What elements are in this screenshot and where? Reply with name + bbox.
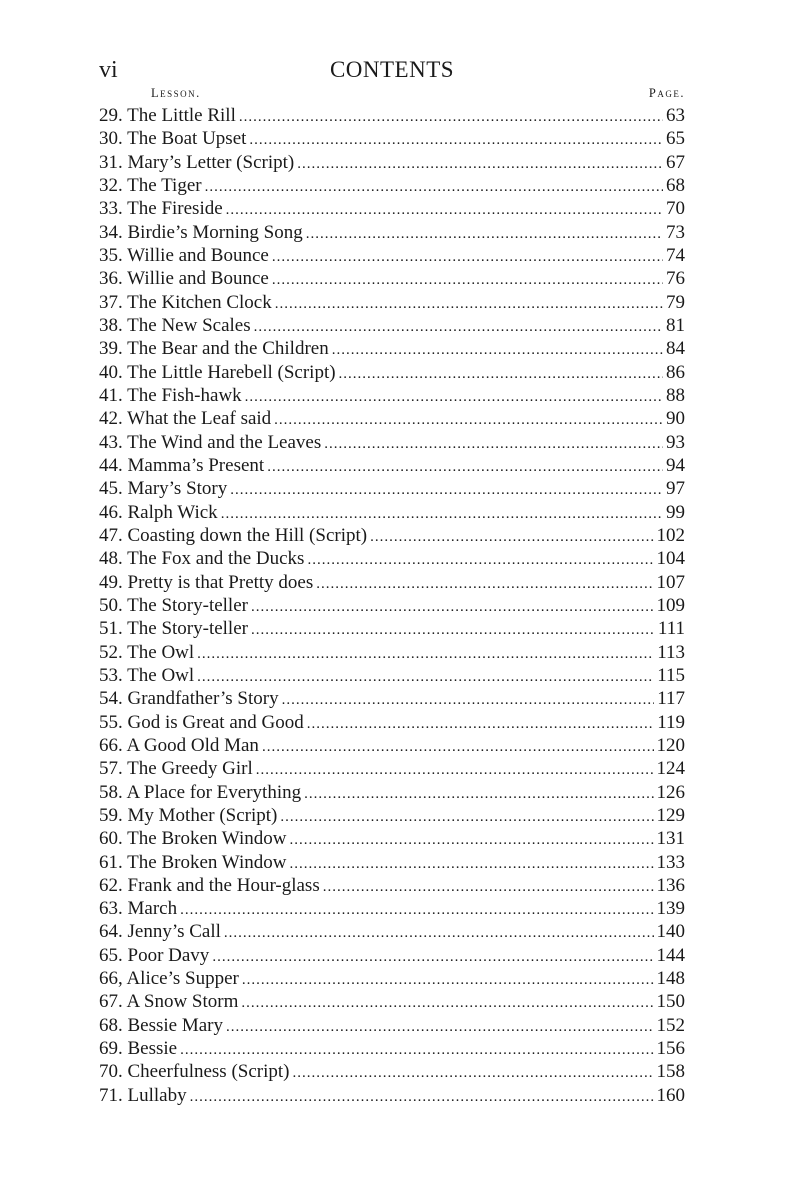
contents-entry	[99, 781, 685, 804]
page-reference: 81	[666, 314, 685, 336]
dot-leader	[249, 129, 663, 152]
contents-entry	[99, 524, 685, 547]
page-reference: 140	[656, 921, 685, 943]
contents-entry	[99, 291, 685, 314]
lesson-title: 30. The Boat Upset	[99, 128, 247, 150]
dot-leader	[304, 783, 653, 806]
lesson-title: 62. Frank and the Hour-glass	[99, 874, 320, 896]
dot-leader	[272, 246, 663, 269]
lesson-title: 41. The Fish-hawk	[99, 384, 242, 406]
page-reference: 99	[666, 501, 685, 523]
lesson-title: 51. The Story-teller	[99, 618, 248, 640]
contents-entry	[99, 641, 685, 664]
contents-entry	[99, 874, 685, 897]
contents-entry	[99, 617, 685, 640]
lesson-title: 45. Mary’s Story	[99, 478, 228, 500]
lesson-title: 39. The Bear and the Children	[99, 338, 329, 360]
dot-leader	[297, 153, 663, 176]
column-headers	[99, 86, 685, 104]
page-header	[99, 56, 685, 86]
lesson-title: 42. What the Leaf said	[99, 408, 272, 430]
page-reference: 152	[656, 1014, 685, 1036]
contents-entry	[99, 267, 685, 290]
contents-entry	[99, 337, 685, 360]
dot-leader	[226, 199, 663, 222]
page-reference: 73	[666, 221, 685, 243]
lesson-title: 64. Jenny’s Call	[99, 921, 221, 943]
lesson-title: 59. My Mother (Script)	[99, 804, 278, 826]
page-reference: 139	[656, 898, 685, 920]
dot-leader	[280, 806, 653, 829]
contents-page	[99, 56, 685, 1107]
dot-leader	[180, 1039, 653, 1062]
lesson-title: 66, Alice’s Supper	[99, 968, 239, 990]
page-number: vi	[99, 57, 118, 83]
contents-entry	[99, 757, 685, 780]
contents-entry	[99, 594, 685, 617]
lesson-title: 63. March	[99, 898, 178, 920]
page-reference: 148	[656, 968, 685, 990]
page-reference: 136	[656, 874, 685, 896]
dot-leader	[251, 619, 655, 642]
lesson-title: 32. The Tiger	[99, 174, 202, 196]
page-reference: 111	[657, 618, 685, 640]
dot-leader	[292, 1062, 653, 1085]
dot-leader	[323, 876, 654, 899]
dot-leader	[275, 293, 663, 316]
contents-entry	[99, 314, 685, 337]
dot-leader	[224, 922, 654, 945]
lesson-title: 29. The Little Rill	[99, 105, 236, 126]
dot-leader	[274, 409, 663, 432]
lesson-title: 43. The Wind and the Leaves	[99, 431, 322, 453]
contents-entry	[99, 477, 685, 500]
contents-entry	[99, 384, 685, 407]
dot-leader	[306, 223, 663, 246]
contents-entry	[99, 547, 685, 570]
page-reference: 131	[656, 828, 685, 850]
dot-leader	[197, 666, 654, 689]
contents-entry	[99, 687, 685, 710]
dot-leader	[307, 713, 654, 736]
page-reference: 90	[666, 408, 685, 430]
lesson-title: 71. Lullaby	[99, 1084, 187, 1106]
contents-entry	[99, 197, 685, 220]
lesson-title: 34. Birdie’s Morning Song	[99, 221, 303, 243]
page-reference: 63	[666, 105, 685, 126]
page-reference: 97	[666, 478, 685, 500]
lesson-title: 36. Willie and Bounce	[99, 268, 269, 290]
dot-leader	[332, 339, 663, 362]
page-reference: 115	[657, 664, 685, 686]
lesson-title: 57. The Greedy Girl	[99, 758, 253, 780]
lesson-title: 46. Ralph Wick	[99, 501, 218, 523]
page-reference: 76	[666, 268, 685, 290]
page-reference: 107	[656, 571, 685, 593]
page-reference: 104	[656, 548, 685, 570]
lesson-title: 68. Bessie Mary	[99, 1014, 224, 1036]
page-reference: 119	[657, 711, 685, 733]
page-reference: 88	[666, 384, 685, 406]
contents-entry	[99, 711, 685, 734]
page-reference: 120	[656, 734, 685, 756]
lesson-title: 65. Poor Davy	[99, 944, 210, 966]
page-reference: 129	[656, 804, 685, 826]
contents-entry	[99, 734, 685, 757]
lesson-title: 66. A Good Old Man	[99, 734, 259, 756]
page-reference: 117	[657, 688, 685, 710]
dot-leader	[221, 503, 663, 526]
contents-entry	[99, 454, 685, 477]
dot-leader	[212, 946, 653, 969]
dot-leader	[339, 363, 663, 386]
page-reference: 124	[656, 758, 685, 780]
page-reference: 144	[656, 944, 685, 966]
contents-entry	[99, 897, 685, 920]
lesson-title: 60. The Broken Window	[99, 828, 287, 850]
contents-entry	[99, 920, 685, 943]
page-reference: 68	[666, 174, 685, 196]
dot-leader	[251, 596, 654, 619]
page-reference: 156	[656, 1038, 685, 1060]
page-reference: 74	[666, 244, 685, 266]
page-reference: 113	[657, 641, 685, 663]
dot-leader	[272, 269, 663, 292]
page-reference: 102	[656, 524, 685, 546]
dot-leader	[180, 899, 653, 922]
page-reference: 84	[666, 338, 685, 360]
lesson-title: 61. The Broken Window	[99, 851, 287, 873]
contents-entry	[99, 151, 685, 174]
lesson-title: 44. Mamma’s Present	[99, 454, 265, 476]
page-reference: 65	[666, 128, 685, 150]
page-reference: 70	[666, 198, 685, 220]
dot-leader	[226, 1016, 653, 1039]
dot-leader	[289, 853, 653, 876]
lesson-title: 70. Cheerfulness (Script)	[99, 1061, 290, 1083]
dot-leader	[267, 456, 663, 479]
lesson-title: 49. Pretty is that Pretty does	[99, 571, 314, 593]
dot-leader	[324, 433, 663, 456]
lesson-title: 50. The Story-teller	[99, 594, 248, 616]
page-reference: 93	[666, 431, 685, 453]
page-reference: 150	[656, 991, 685, 1013]
dot-leader	[256, 759, 654, 782]
dot-leader	[262, 736, 654, 759]
contents-entry	[99, 1084, 685, 1107]
lesson-title: 31. Mary’s Letter (Script)	[99, 151, 295, 173]
dot-leader	[241, 992, 653, 1015]
contents-entry	[99, 1037, 685, 1060]
contents-entry	[99, 827, 685, 850]
lesson-title: 48. The Fox and the Ducks	[99, 548, 305, 570]
contents-entry	[99, 174, 685, 197]
contents-entry	[99, 1060, 685, 1083]
dot-leader	[307, 549, 653, 572]
lesson-title: 35. Willie and Bounce	[99, 244, 269, 266]
lesson-title: 33. The Fireside	[99, 198, 223, 220]
contents-entry	[99, 407, 685, 430]
page-reference: 160	[656, 1084, 685, 1106]
column-header-page: Page.	[648, 86, 685, 100]
page-reference: 158	[656, 1061, 685, 1083]
lesson-title: 69. Bessie	[99, 1038, 178, 1060]
dot-leader	[254, 316, 663, 339]
contents-entry	[99, 244, 685, 267]
lesson-title: 40. The Little Harebell (Script)	[99, 361, 336, 383]
page-reference: 86	[666, 361, 685, 383]
contents-entry	[99, 664, 685, 687]
lesson-title: 58. A Place for Everything	[99, 781, 302, 803]
dot-leader	[197, 643, 654, 666]
dot-leader	[370, 526, 653, 549]
dot-leader	[316, 573, 653, 596]
page-reference: 79	[666, 291, 685, 313]
contents-entry	[99, 501, 685, 524]
page-reference: 126	[656, 781, 685, 803]
dot-leader	[190, 1086, 654, 1109]
contents-entry	[99, 851, 685, 874]
lesson-title: 38. The New Scales	[99, 314, 251, 336]
lesson-title: 54. Grandfather’s Story	[99, 688, 279, 710]
contents-entry	[99, 990, 685, 1013]
lesson-title: 47. Coasting down the Hill (Script)	[99, 524, 368, 546]
dot-leader	[242, 969, 654, 992]
dot-leader	[282, 689, 655, 712]
lesson-title: 55. God is Great and Good	[99, 711, 304, 733]
dot-leader	[205, 176, 663, 199]
contents-entry	[99, 221, 685, 244]
contents-entry	[99, 127, 685, 150]
contents-entry	[99, 1014, 685, 1037]
contents-entry	[99, 104, 685, 127]
contents-entry	[99, 967, 685, 990]
contents-list	[99, 104, 685, 1107]
contents-entry	[99, 431, 685, 454]
column-header-lesson: Lesson.	[151, 86, 201, 100]
dot-leader	[245, 386, 663, 409]
dot-leader	[239, 106, 663, 129]
page-title: CONTENTS	[329, 57, 455, 82]
contents-entry	[99, 361, 685, 384]
dot-leader	[230, 479, 663, 502]
page-reference: 109	[656, 594, 685, 616]
contents-entry	[99, 944, 685, 967]
page-reference: 67	[666, 151, 685, 173]
page-reference: 133	[656, 851, 685, 873]
page-reference: 94	[666, 454, 685, 476]
lesson-title: 37. The Kitchen Clock	[99, 291, 272, 313]
dot-leader	[289, 829, 653, 852]
contents-entry	[99, 571, 685, 594]
lesson-title: 53. The Owl	[99, 664, 195, 686]
contents-entry	[99, 804, 685, 827]
lesson-title: 52. The Owl	[99, 641, 195, 663]
lesson-title: 67. A Snow Storm	[99, 991, 239, 1013]
